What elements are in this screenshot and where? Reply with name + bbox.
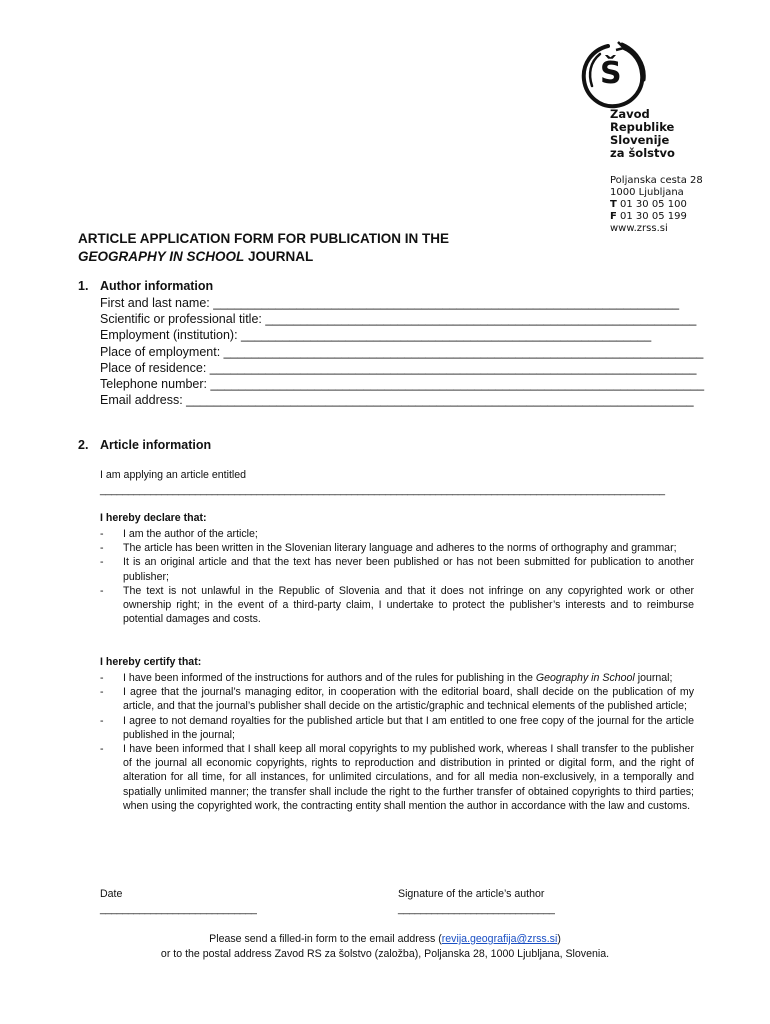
date-field[interactable]: ____________________________ — [100, 903, 257, 915]
organization-address — [610, 175, 703, 235]
signature-field[interactable]: ____________________________ — [398, 903, 555, 915]
certify-list — [100, 671, 694, 813]
list-item: - I agree to not demand royalties for the published article but that I am entitled to one free copy of the journal for the article published in the journal; — [100, 714, 694, 741]
list-item: - I am the author of the article; — [100, 528, 258, 540]
org-line: za šolstvo — [610, 146, 675, 160]
list-item: - I have been informed of the instructions for authors and of the rules for publishing in the Geography in School journal; — [100, 672, 673, 684]
applying-label: I am applying an article entitled — [100, 469, 247, 481]
footer-line-2: or to the postal address Zavod RS za šolstvo (založba), Poljanska 28, 1000 Ljubljana, Slovenia. — [160, 948, 610, 960]
section-1-heading: 1. Author information — [78, 279, 214, 293]
footer-line-1: Please send a filled-in form to the email address (revija.geografija@zrss.si) — [209, 933, 561, 945]
telephone: T 01 30 05 100 — [610, 199, 687, 210]
declare-heading: I hereby declare that: — [100, 512, 207, 524]
organization-name — [610, 108, 675, 160]
logo-letter: Š — [600, 56, 622, 91]
list-item: - I agree that the journal’s managing editor, in cooperation with the editorial board, shall decide on the publication of my article, and that the journal’s publisher shall decide on the artistic/graphic and technical elements of the published article; — [100, 686, 694, 713]
section-2-heading: 2. Article information — [78, 438, 212, 452]
declare-list — [100, 527, 694, 626]
title-field[interactable]: Scientific or professional title: ______________________________________________________________ — [100, 312, 697, 327]
signature-label: Signature of the article’s author — [398, 888, 545, 900]
org-line: Slovenije — [610, 133, 670, 147]
list-item: - The text is not unlawful in the Republic of Slovenia and that it does not infringe on any copyrighted work or other ownership right; in the event of a third-party claim, I undertake to protect the publisher’s interests and to reimburse potential damages and costs. — [100, 584, 694, 626]
street-address: Poljanska cesta 28 — [610, 175, 703, 186]
zrss-logo — [578, 40, 648, 112]
email-link[interactable]: revija.geografija@zrss.si — [441, 933, 558, 945]
title-line-2: GEOGRAPHY IN SCHOOL JOURNAL — [78, 249, 314, 264]
list-item: - It is an original article and that the text has never been published or has not been submitted for publication to another publisher; — [100, 556, 694, 583]
residence-field[interactable]: Place of residence: ______________________________________________________________________ — [100, 360, 697, 375]
org-line: Zavod — [610, 107, 650, 121]
email-field[interactable]: Email address: _________________________________________________________________________ — [100, 393, 694, 408]
title-line-1: ARTICLE APPLICATION FORM FOR PUBLICATION IN THE — [78, 231, 449, 246]
form-title — [78, 230, 449, 266]
list-item: - The article has been written in the Slovenian literary language and adheres to the norms of orthography and grammar; — [100, 542, 677, 555]
fax: F 01 30 05 199 — [610, 211, 687, 222]
place-of-employment-field[interactable]: Place of employment: _____________________________________________________________________ — [100, 344, 704, 359]
author-fields — [100, 295, 704, 408]
city: 1000 Ljubljana — [610, 187, 684, 198]
website: www.zrss.si — [610, 223, 668, 234]
employment-field[interactable]: Employment (institution): ___________________________________________________________ — [100, 328, 652, 343]
list-item: - I have been informed that I shall keep all moral copyrights to my published work, whereas I shall transfer to the publisher of the journal all economic copyrights, rights to reproduction and distribution in printed or digital form, and the right of alteration for all time, for all instances, for unlimited circulations, and for all media non-exclusively, in a temporally and spatially unlimited manner; the transfer shall include the right to the further transfer of obtained copyrights to third parties; when using the copyrighted work, the contracting entity shall mention the author in accordance with the law and customs. — [100, 743, 694, 812]
date-label: Date — [100, 888, 123, 900]
org-line: Republike — [610, 120, 675, 134]
telephone-field[interactable]: Telephone number: _______________________________________________________________________ — [100, 377, 705, 392]
article-title-field[interactable]: _____________________________________________________________________________________________________ — [100, 484, 665, 496]
name-field[interactable]: First and last name: ___________________________________________________________________ — [100, 296, 680, 310]
certify-heading: I hereby certify that: — [100, 656, 202, 668]
